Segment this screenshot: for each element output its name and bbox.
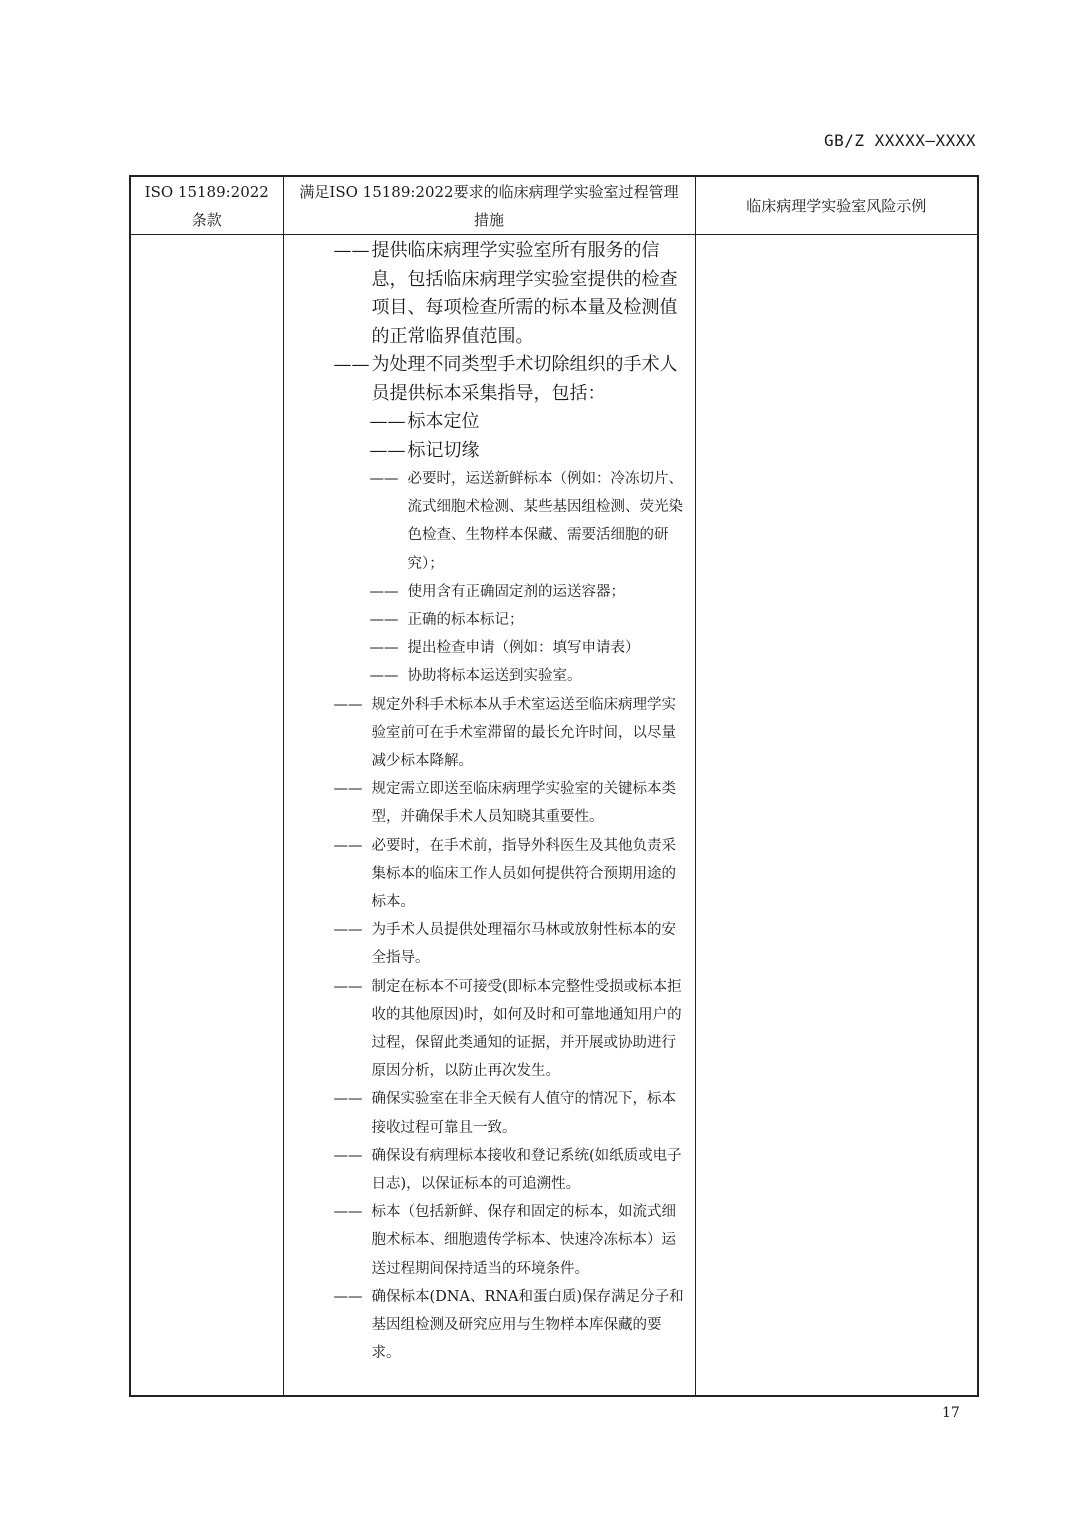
list-item [370,606,689,634]
dash-marker: —— [369,471,399,487]
list-item-text: 标记切缘 [407,439,480,461]
list-item-text: 规定需立即送至临床病理学实验室的关键标本类型，并确保手术人员知晓其重要性。 [371,781,676,826]
dash-marker: —— [333,240,370,261]
dash-marker: —— [369,439,406,461]
cell-risk-examples [695,235,978,1397]
list-item [370,634,689,662]
dash-marker: —— [369,668,399,685]
list-item [334,1283,689,1368]
header-clause [130,176,283,235]
process-management-table [129,175,979,1397]
header-clause-line1: ISO 15189:2022 [144,182,269,201]
list-item [334,916,689,972]
list-item-text: 正确的标本标记； [407,612,524,629]
list-item [334,691,689,776]
list-item-text: 协助将标本运送到实验室。 [407,668,582,685]
list-item-text: 规定外科手术标本从手术室运送至临床病理学实验室前可在手术室滞留的最长允许时间，以尽量减少标本降解。 [371,696,676,770]
list-item-text: 提出检查申请（例如：填写申请表） [407,640,640,657]
list-item [370,465,689,578]
list-item [334,973,689,1086]
list-item [370,578,689,606]
header-risk-examples: 临床病理学实验室风险示例 [695,176,978,235]
list-item [334,1142,689,1198]
list-item-text: 提供临床病理学实验室所有服务的信息，包括临床病理学实验室提供的检查项目、每项检查所需的标本量及检测值的正常临界值范围。 [371,240,678,347]
header-clause-line2: 条款 [191,210,222,229]
dash-marker: —— [333,837,363,854]
list-item-text: 标本（包括新鲜、保存和固定的标本，如流式细胞术标本、细胞遗传学标本、快速冷冻标本）运送过程期间保持适当的环境条件。 [371,1204,676,1277]
dash-marker: —— [333,696,363,713]
header-measures-line1: 满足ISO 15189:2022要求的临床病理学实验室过程管理 [299,182,679,201]
list-item-text: 确保设有病理标本接收和登记系统(如纸质或电子日志)，以保证标本的可追溯性。 [371,1147,682,1193]
list-item-text: 为手术人员提供处理福尔马林或放射性标本的安全指导。 [371,922,676,967]
list-item-text: 确保实验室在非全天候有人值守的情况下，标本接收过程可靠且一致。 [371,1091,676,1136]
dash-marker: —— [333,922,363,939]
dash-marker: —— [369,640,399,657]
header-measures [283,176,695,235]
header-measures-line2: 措施 [473,210,504,229]
list-item-text: 必要时，在手术前，指导外科医生及其他负责采集标本的临床工作人员如何提供符合预期用途的标本。 [371,837,676,911]
table-header-row [130,176,978,235]
list-item [370,662,689,690]
dash-marker: —— [333,1147,363,1164]
list-item-text: 制定在标本不可接受(即标本完整性受损或标本拒收的其他原因)时，如何及时和可靠地通知用户的过程，保留此类通知的证据，并开展或协助进行原因分析，以防止再次发生。 [371,978,682,1080]
list-item-text: 为处理不同类型手术切除组织的手术人员提供标本采集指导，包括： [371,354,678,404]
list-item [334,1198,689,1283]
dash-marker: —— [333,781,363,798]
dash-marker: —— [369,612,399,629]
table-body-row [130,235,978,1397]
dash-marker: —— [369,583,399,600]
measures-list [284,235,695,1368]
list-item [370,408,689,437]
list-item-text: 确保标本(DNA、RNA和蛋白质)保存满足分子和基因组检测及研究应用与生物样本库保藏的要求。 [371,1288,684,1362]
list-item [334,832,689,917]
dash-marker: —— [333,1204,363,1221]
cell-measures [283,235,695,1397]
dash-marker: —— [333,354,370,375]
dash-marker: —— [333,1288,363,1305]
list-item-text: 标本定位 [407,411,480,432]
list-item [334,775,689,831]
list-item-text: 使用含有正确固定剂的运送容器； [407,583,625,600]
list-item [334,1085,689,1141]
dash-marker: —— [333,978,363,995]
list-item [334,351,689,408]
list-item-text: 必要时，运送新鲜标本（例如：冷冻切片、流式细胞术检测、某些基因组检测、荧光染色检查、生物样本保藏、需要活细胞的研究）； [407,471,683,572]
dash-marker: —— [369,411,406,432]
dash-marker: —— [333,1091,363,1108]
list-item [334,237,689,351]
standard-code: GB/Z XXXXX—XXXX [824,131,976,150]
page-number: 17 [942,1405,960,1421]
cell-clause [130,235,283,1397]
list-item [370,437,689,466]
